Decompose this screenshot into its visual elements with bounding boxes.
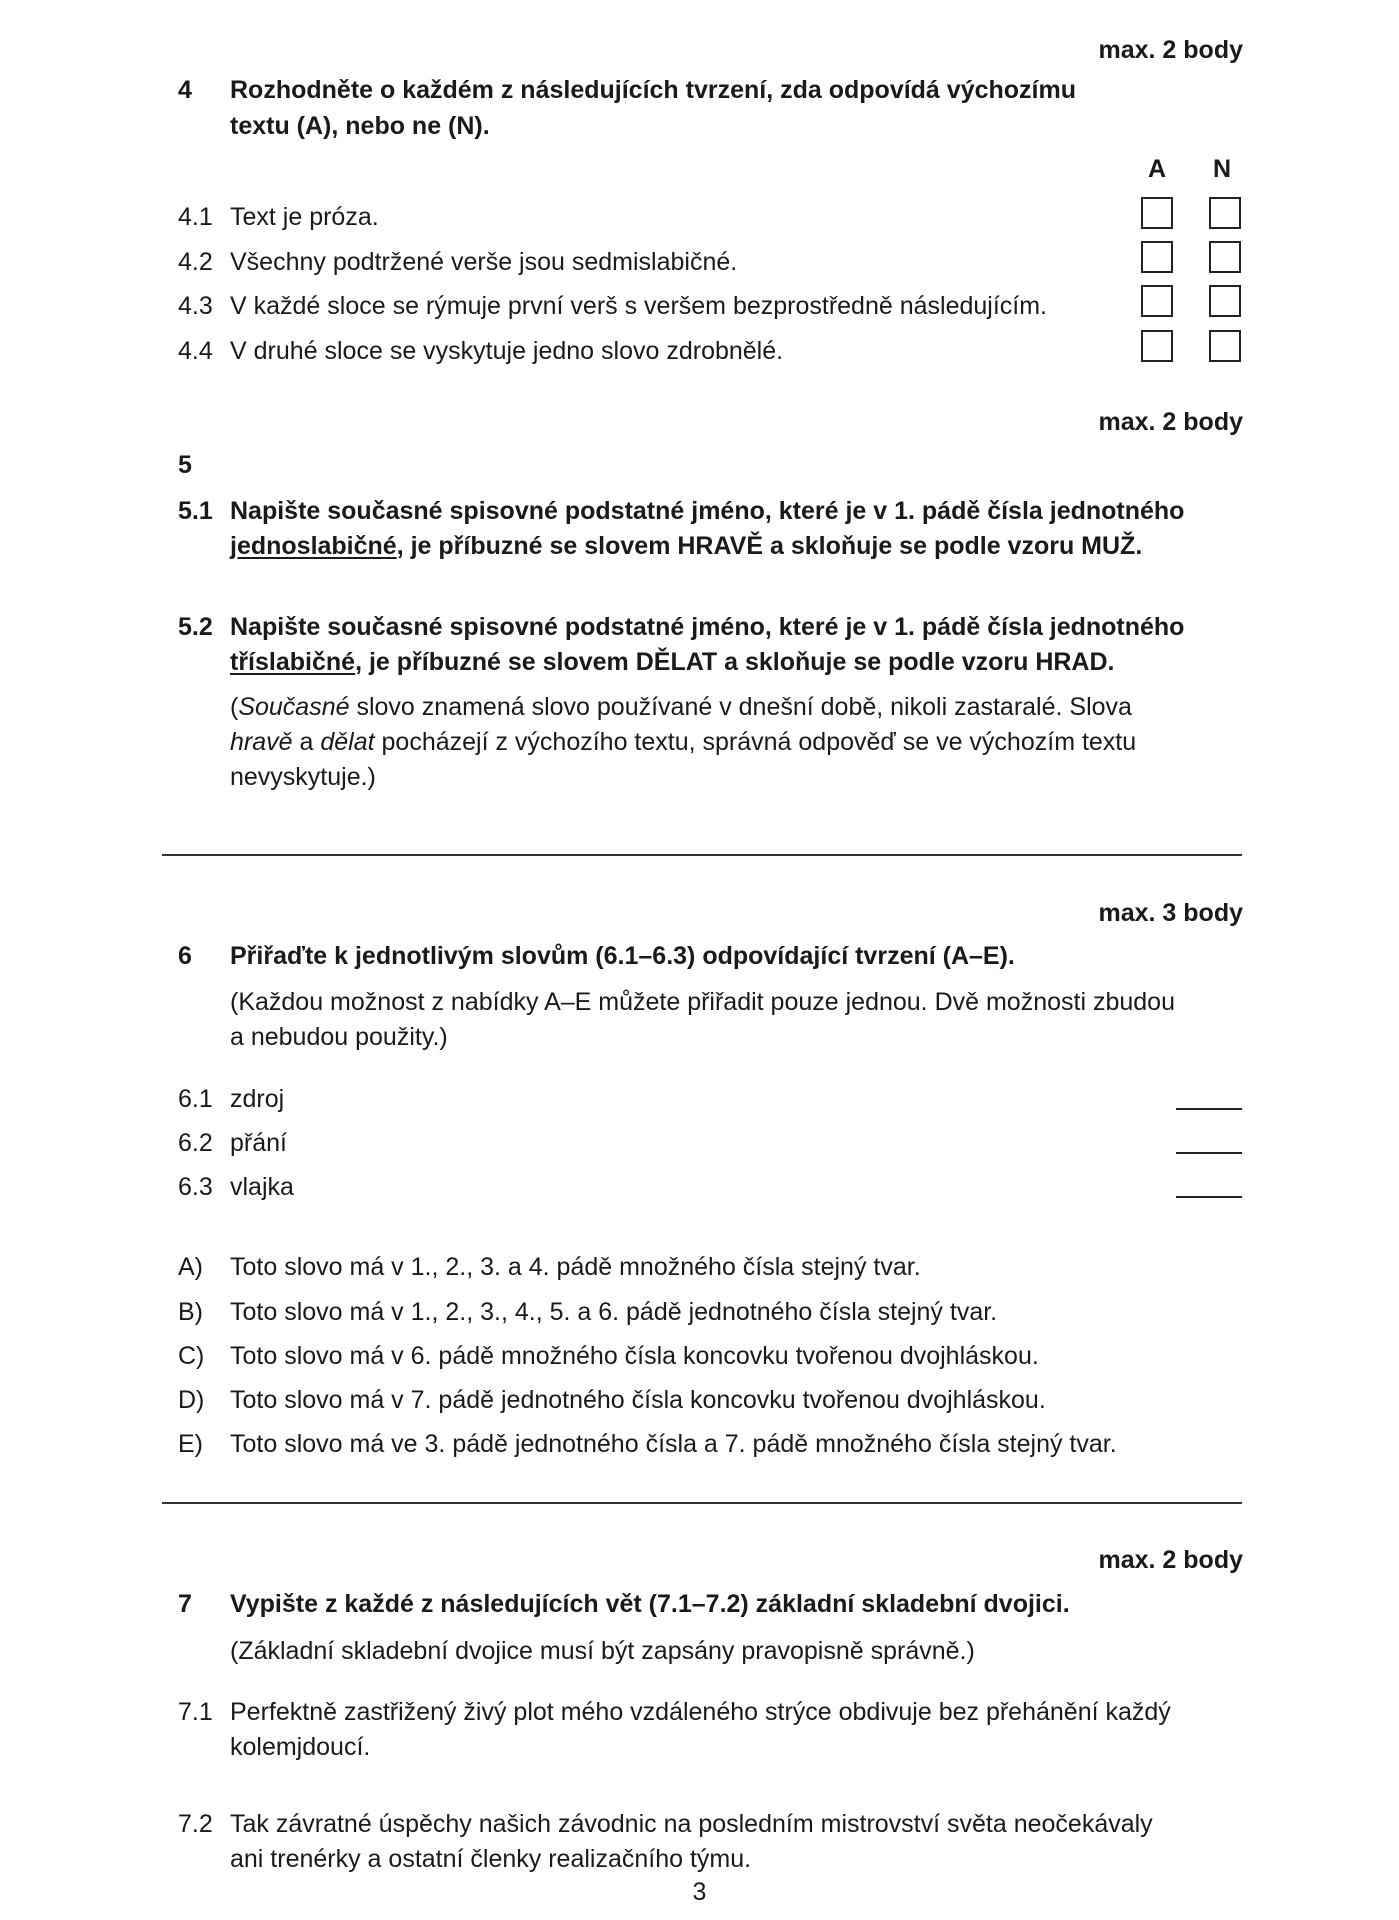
section-divider <box>162 854 1242 856</box>
q5-points: max. 2 body <box>1098 408 1243 436</box>
q4-item-number: 4.3 <box>178 292 213 320</box>
q7-1-line2: kolemjdoucí. <box>230 1733 371 1761</box>
q5-1-line2 <box>230 532 1142 561</box>
q5-note-italic: dělat <box>320 728 375 756</box>
q5-1-line2-rest: , je příbuzné se slovem HRAVĚ a skloňuje se podle vzoru MUŽ. <box>396 532 1143 560</box>
q5-note-line2 <box>230 728 1136 757</box>
q6-note-line2: a nebudou použity.) <box>230 1023 448 1051</box>
q6-option-letter: E) <box>178 1430 203 1458</box>
q4-item-number: 4.1 <box>178 203 213 231</box>
q6-option-text: Toto slovo má v 1., 2., 3. a 4. pádě množného čísla stejný tvar. <box>230 1253 921 1281</box>
q4-col-a-header: A <box>1148 155 1167 183</box>
q7-number: 7 <box>178 1590 192 1618</box>
q7-points: max. 2 body <box>1098 1546 1243 1574</box>
q7-instruction: Vypište z každé z následujících vět (7.1–7.2) základní skladební dvojici. <box>230 1590 1070 1618</box>
q7-2-line2: ani trenérky a ostatní členky realizačního týmu. <box>230 1845 752 1873</box>
q6-3-answer-blank[interactable] <box>1176 1196 1242 1198</box>
q6-item-word: přání <box>230 1129 287 1157</box>
q6-option-text: Toto slovo má v 7. pádě jednotného čísla koncovku tvořenou dvojhláskou. <box>230 1386 1046 1414</box>
q5-number: 5 <box>178 451 192 479</box>
q4-instruction-line1: Rozhodněte o každém z následujících tvrzení, zda odpovídá výchozímu <box>230 76 1076 104</box>
q6-option-text: Toto slovo má v 6. pádě množného čísla koncovku tvořenou dvojhláskou. <box>230 1342 1039 1370</box>
q5-note-part: a <box>292 728 321 756</box>
q6-note-line1: (Každou možnost z nabídky A–E můžete přiřadit pouze jednou. Dvě možnosti zbudou <box>230 988 1175 1016</box>
q5-note-part: pocházejí z výchozího textu, správná odpověď se ve výchozím textu <box>374 728 1137 756</box>
q4-1-n-checkbox[interactable] <box>1209 197 1241 229</box>
q6-item-number: 6.3 <box>178 1173 213 1201</box>
q4-instruction-line2: textu (A), nebo ne (N). <box>230 112 490 140</box>
q6-number: 6 <box>178 942 192 970</box>
q5-1-number: 5.1 <box>178 497 213 525</box>
q7-1-line1: Perfektně zastřižený živý plot mého vzdáleného strýce obdivuje bez přehánění každý <box>230 1698 1171 1726</box>
q5-1-underlined-word: jednoslabičné <box>230 532 397 560</box>
q5-2-line2-rest: , je příbuzné se slovem DĚLAT a skloňuje se podle vzoru HRAD. <box>355 648 1115 676</box>
q7-note: (Základní skladební dvojice musí být zapsány pravopisně správně.) <box>230 1637 975 1665</box>
q4-2-n-checkbox[interactable] <box>1209 241 1241 273</box>
q6-2-answer-blank[interactable] <box>1176 1152 1242 1154</box>
q4-item-text: V každé sloce se rýmuje první verš s veršem bezprostředně následujícím. <box>230 292 1048 320</box>
q4-item-text: Text je próza. <box>230 203 379 231</box>
q6-option-letter: D) <box>178 1386 205 1414</box>
q5-1-line1: Napište současné spisovné podstatné jméno, které je v 1. pádě čísla jednotného <box>230 497 1185 525</box>
q4-2-a-checkbox[interactable] <box>1141 241 1173 273</box>
q6-option-letter: A) <box>178 1253 203 1281</box>
q4-3-a-checkbox[interactable] <box>1141 285 1173 317</box>
q6-option-letter: C) <box>178 1342 205 1370</box>
q4-item-text: Všechny podtržené verše jsou sedmislabičné. <box>230 248 738 276</box>
q5-note-part: slovo znamená slovo používané v dnešní době, nikoli zastaralé. Slova <box>349 693 1132 721</box>
q4-item-number: 4.4 <box>178 337 213 365</box>
q6-option-text: Toto slovo má ve 3. pádě jednotného čísla a 7. pádě množného čísla stejný tvar. <box>230 1430 1117 1458</box>
q4-item-number: 4.2 <box>178 248 213 276</box>
q4-4-n-checkbox[interactable] <box>1209 330 1241 362</box>
q4-1-a-checkbox[interactable] <box>1141 197 1173 229</box>
section-divider <box>162 1502 1242 1504</box>
q5-2-line2 <box>230 648 1115 677</box>
q5-note-line3: nevyskytuje.) <box>230 763 376 791</box>
q5-2-number: 5.2 <box>178 613 213 641</box>
q6-item-word: vlajka <box>230 1173 294 1201</box>
q4-col-n-header: N <box>1213 155 1232 183</box>
q6-option-letter: B) <box>178 1298 203 1326</box>
q5-note-italic: hravě <box>230 728 293 756</box>
q5-note-line1 <box>230 693 1132 722</box>
q6-option-text: Toto slovo má v 1., 2., 3., 4., 5. a 6. pádě jednotného čísla stejný tvar. <box>230 1298 998 1326</box>
q4-number: 4 <box>178 76 192 104</box>
q5-2-line1: Napište současné spisovné podstatné jméno, které je v 1. pádě čísla jednotného <box>230 613 1185 641</box>
q6-item-number: 6.2 <box>178 1129 213 1157</box>
q5-2-underlined-word: tříslabičné <box>230 648 356 676</box>
page-number: 3 <box>692 1878 707 1906</box>
q4-3-n-checkbox[interactable] <box>1209 285 1241 317</box>
q6-item-word: zdroj <box>230 1085 285 1113</box>
q7-2-line1: Tak závratné úspěchy našich závodnic na posledním mistrovství světa neočekávaly <box>230 1810 1153 1838</box>
q4-points: max. 2 body <box>1098 36 1243 64</box>
q7-1-number: 7.1 <box>178 1698 213 1726</box>
q6-item-number: 6.1 <box>178 1085 213 1113</box>
q7-2-number: 7.2 <box>178 1810 213 1838</box>
q6-instruction: Přiřaďte k jednotlivým slovům (6.1–6.3) odpovídající tvrzení (A–E). <box>230 942 1015 970</box>
q5-note-italic: Současné <box>238 693 350 721</box>
q6-1-answer-blank[interactable] <box>1176 1108 1242 1110</box>
q6-points: max. 3 body <box>1098 899 1243 927</box>
q4-item-text: V druhé sloce se vyskytuje jedno slovo zdrobnělé. <box>230 337 784 365</box>
q5-note-part: ( <box>230 693 239 721</box>
q4-4-a-checkbox[interactable] <box>1141 330 1173 362</box>
